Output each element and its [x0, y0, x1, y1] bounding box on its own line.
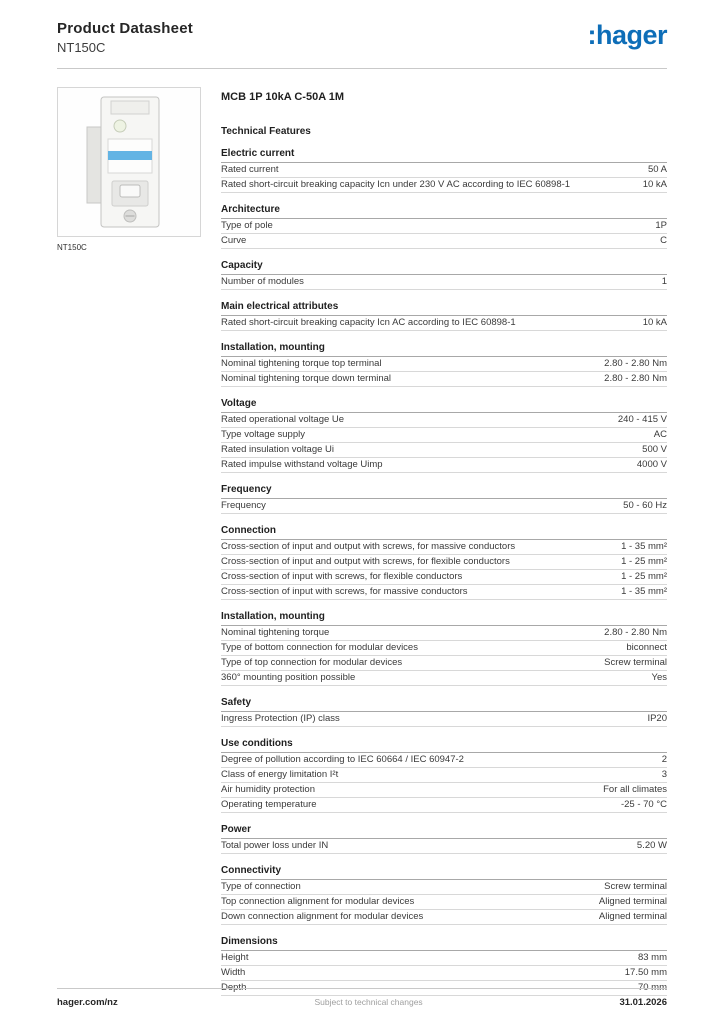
spec-row: [221, 499, 667, 514]
footer-website: hager.com/nz: [57, 997, 118, 1008]
spec-section: [221, 204, 667, 249]
section-heading: Dimensions: [221, 936, 667, 951]
spec-label: Nominal tightening torque down terminal: [221, 373, 392, 384]
spec-label: Operating temperature: [221, 799, 317, 810]
spec-label: Degree of pollution according to IEC 60664 / IEC 60947-2: [221, 754, 464, 765]
spec-value: 10 kA: [642, 317, 667, 328]
spec-label: Rated short-circuit breaking capacity Icn under 230 V AC according to IEC 60898-1: [221, 179, 571, 190]
spec-value: 4000 V: [636, 459, 667, 470]
spec-section: [221, 484, 667, 514]
circuit-breaker-illustration: [81, 95, 177, 229]
spec-value: 240 - 415 V: [617, 414, 667, 425]
section-heading: Connectivity: [221, 865, 667, 880]
section-heading: Architecture: [221, 204, 667, 219]
spec-row: [221, 234, 667, 249]
spec-section: [221, 697, 667, 727]
spec-section: [221, 824, 667, 854]
spec-row: [221, 275, 667, 290]
spec-value: -25 - 70 °C: [620, 799, 667, 810]
header-divider: [57, 68, 667, 69]
spec-row: [221, 783, 667, 798]
spec-label: Down connection alignment for modular devices: [221, 911, 424, 922]
spec-label: Curve: [221, 235, 247, 246]
spec-label: Number of modules: [221, 276, 304, 287]
spec-section: [221, 738, 667, 813]
spec-sections: [221, 148, 667, 996]
spec-value: For all climates: [603, 784, 667, 795]
spec-value: Yes: [651, 672, 667, 683]
section-heading: Voltage: [221, 398, 667, 413]
header-titles: [57, 20, 193, 55]
footer-note: Subject to technical changes: [314, 997, 423, 1007]
spec-value: C: [660, 235, 667, 246]
spec-row: [221, 372, 667, 387]
spec-row: [221, 712, 667, 727]
spec-label: Ingress Protection (IP) class: [221, 713, 340, 724]
spec-section: [221, 525, 667, 600]
spec-row: [221, 178, 667, 193]
spec-value: 2.80 - 2.80 Nm: [604, 373, 667, 384]
spec-row: [221, 413, 667, 428]
spec-label: Frequency: [221, 500, 266, 511]
product-image-column: [57, 87, 203, 996]
spec-section: [221, 260, 667, 290]
spec-row: [221, 671, 667, 686]
spec-label: Nominal tightening torque: [221, 627, 330, 638]
spec-label: Rated current: [221, 164, 279, 175]
spec-value: 1P: [655, 220, 667, 231]
spec-row: [221, 316, 667, 331]
spec-value: AC: [653, 429, 667, 440]
spec-section: [221, 865, 667, 925]
spec-value: 1 - 25 mm²: [621, 571, 667, 582]
spec-value: 2.80 - 2.80 Nm: [604, 627, 667, 638]
spec-row: [221, 555, 667, 570]
content: [57, 87, 667, 996]
section-heading: Main electrical attributes: [221, 301, 667, 316]
spec-row: [221, 219, 667, 234]
spec-row: [221, 428, 667, 443]
spec-column: [221, 87, 667, 996]
spec-value: Aligned terminal: [598, 911, 667, 922]
spec-value: 500 V: [642, 444, 667, 455]
spec-label: 360° mounting position possible: [221, 672, 356, 683]
spec-label: Cross-section of input with screws, for flexible conductors: [221, 571, 463, 582]
spec-label: Type voltage supply: [221, 429, 305, 440]
spec-label: Rated short-circuit breaking capacity Icn AC according to IEC 60898-1: [221, 317, 516, 328]
spec-label: Rated impulse withstand voltage Uimp: [221, 459, 383, 470]
spec-row: [221, 951, 667, 966]
product-image-caption: NT150C: [57, 243, 87, 252]
spec-row: [221, 880, 667, 895]
spec-label: Total power loss under IN: [221, 840, 329, 851]
spec-label: Type of pole: [221, 220, 273, 231]
section-heading: Electric current: [221, 148, 667, 163]
technical-features-heading: Technical Features: [221, 126, 311, 137]
section-heading: Capacity: [221, 260, 667, 275]
spec-row: [221, 910, 667, 925]
spec-row: [221, 540, 667, 555]
spec-value: 17.50 mm: [624, 967, 667, 978]
product-image: [57, 87, 201, 237]
spec-row: [221, 966, 667, 981]
spec-label: Height: [221, 952, 249, 963]
spec-row: [221, 163, 667, 178]
spec-label: Air humidity protection: [221, 784, 315, 795]
section-heading: Connection: [221, 525, 667, 540]
spec-value: 50 - 60 Hz: [623, 500, 667, 511]
spec-value: 1 - 35 mm²: [621, 541, 667, 552]
spec-label: Type of bottom connection for modular devices: [221, 642, 418, 653]
spec-label: Class of energy limitation I²t: [221, 769, 339, 780]
spec-row: [221, 656, 667, 671]
spec-value: Screw terminal: [604, 881, 667, 892]
spec-label: Cross-section of input with screws, for massive conductors: [221, 586, 468, 597]
spec-section: [221, 398, 667, 473]
spec-label: Rated operational voltage Ue: [221, 414, 345, 425]
spec-row: [221, 798, 667, 813]
spec-value: 2.80 - 2.80 Nm: [604, 358, 667, 369]
footer: [57, 988, 667, 1008]
spec-value: 70 mm: [637, 982, 667, 993]
spec-label: Cross-section of input and output with screws, for flexible conductors: [221, 556, 510, 567]
section-heading: Safety: [221, 697, 667, 712]
spec-row: [221, 570, 667, 585]
spec-value: IP20: [647, 713, 667, 724]
spec-value: 5.20 W: [636, 840, 667, 851]
spec-row: [221, 641, 667, 656]
spec-row: [221, 443, 667, 458]
spec-value: 1: [661, 276, 667, 287]
spec-row: [221, 895, 667, 910]
footer-date: 31.01.2026: [619, 997, 667, 1008]
section-heading: Power: [221, 824, 667, 839]
spec-section: [221, 611, 667, 686]
spec-row: [221, 626, 667, 641]
spec-section: [221, 936, 667, 996]
header: [57, 20, 667, 55]
spec-label: Type of top connection for modular devices: [221, 657, 403, 668]
spec-value: biconnect: [626, 642, 667, 653]
spec-row: [221, 768, 667, 783]
spec-label: Top connection alignment for modular devices: [221, 896, 415, 907]
spec-value: 83 mm: [637, 952, 667, 963]
spec-section: [221, 342, 667, 387]
spec-value: 2: [661, 754, 667, 765]
spec-value: Screw terminal: [604, 657, 667, 668]
spec-value: 10 kA: [642, 179, 667, 190]
section-heading: Frequency: [221, 484, 667, 499]
section-heading: Installation, mounting: [221, 611, 667, 626]
section-heading: Installation, mounting: [221, 342, 667, 357]
page-title: Product Datasheet: [57, 20, 193, 37]
spec-label: Depth: [221, 982, 247, 993]
spec-row: [221, 753, 667, 768]
section-heading: Use conditions: [221, 738, 667, 753]
spec-value: Aligned terminal: [598, 896, 667, 907]
spec-value: 1 - 35 mm²: [621, 586, 667, 597]
spec-row: [221, 357, 667, 372]
spec-label: Width: [221, 967, 246, 978]
hager-logo: :hager: [587, 20, 667, 50]
product-reference: NT150C: [57, 40, 106, 55]
spec-section: [221, 148, 667, 193]
spec-row: [221, 839, 667, 854]
spec-label: Cross-section of input and output with screws, for massive conductors: [221, 541, 516, 552]
spec-label: Nominal tightening torque top terminal: [221, 358, 382, 369]
product-title: MCB 1P 10kA C-50A 1M: [221, 91, 345, 103]
spec-label: Type of connection: [221, 881, 301, 892]
spec-row: [221, 458, 667, 473]
spec-value: 50 A: [647, 164, 667, 175]
spec-row: [221, 585, 667, 600]
spec-value: 3: [661, 769, 667, 780]
spec-section: [221, 301, 667, 331]
spec-label: Rated insulation voltage Ui: [221, 444, 335, 455]
spec-value: 1 - 25 mm²: [621, 556, 667, 567]
